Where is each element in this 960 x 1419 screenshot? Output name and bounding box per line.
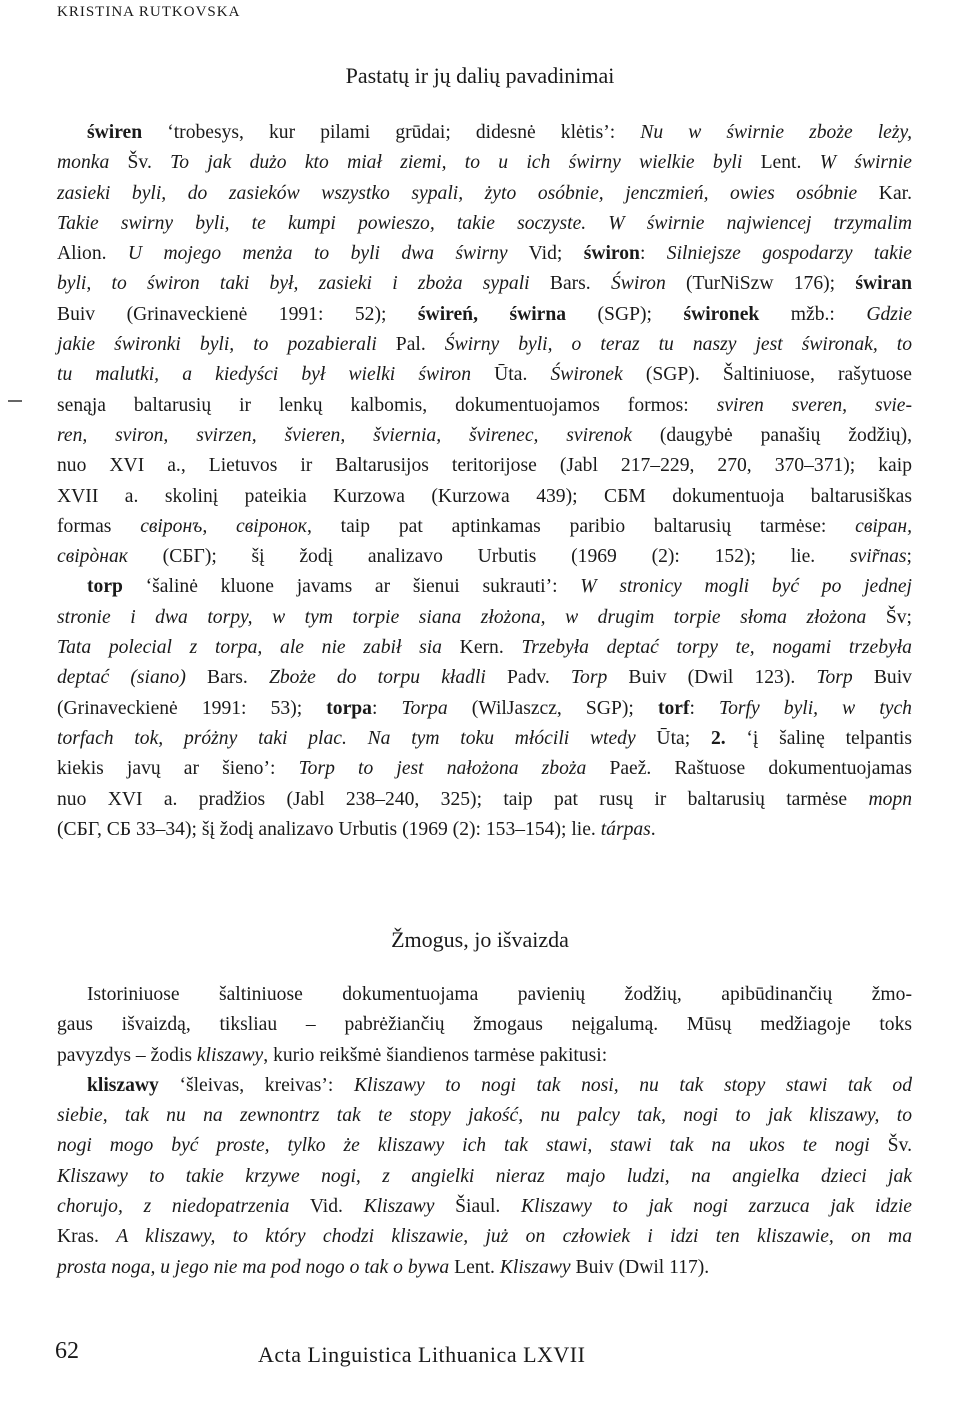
- example-text: Świronek: [550, 364, 623, 386]
- section-title-appearance: Žmogus, jo išvaizda: [391, 927, 569, 952]
- margin-mark: [8, 400, 22, 402]
- text-line: [57, 1162, 912, 1192]
- headword: świran: [855, 273, 912, 295]
- text-run: (SGP). Šaltiniuose, rašytuose: [622, 364, 912, 386]
- example-text: chorujo, z niedopatrzenia: [57, 1196, 290, 1218]
- example-text: Kliszawy to takie krzywe nogi, z angielki nieraz majo ludzi, na angielka dzieci jak: [57, 1165, 912, 1187]
- example-text: siebie, tak nu na zewnontrz tak te stopy jakość, nu palcy tak, nogi to jak kliszawy, to: [57, 1105, 912, 1127]
- text-run: (СБГ, СБ 33–34); šį žodį analizavo Urbutis (1969 (2): 153–154); lie.: [57, 818, 601, 840]
- example-text: W świrnie: [819, 152, 912, 174]
- text-line: [57, 148, 912, 178]
- example-text: A kliszawy, to który chodzi kliszawie, już on człowiek i idzi ten kliszawie, on ma: [116, 1226, 913, 1248]
- text-run: Šiaul.: [434, 1196, 522, 1218]
- text-run: Kern.: [441, 637, 522, 659]
- text-run: kiekis javų ar šieno’:: [57, 758, 299, 780]
- text-line: [57, 785, 912, 815]
- text-run: XVII a. skolinį pateikia Kurzowa (Kurzowa 439); СБМ dokumentuoja baltarusiškas: [57, 485, 912, 507]
- example-text: tárpas: [600, 818, 651, 840]
- text-run: , taip pat aptinkamas paribio baltarusių tarmėse:: [306, 515, 856, 537]
- example-text: торп: [868, 788, 912, 810]
- text-line: [57, 269, 912, 299]
- section-appearance-body: [57, 980, 912, 1283]
- example-text: свірòнак: [57, 546, 128, 568]
- example-text: Takie swirny byli, te kumpi powieszo, takie soczyste. W świrnie najwiencej trzymalim: [57, 212, 912, 234]
- headword: 2.: [710, 727, 726, 749]
- example-text: kliszawy: [196, 1044, 264, 1066]
- text-line: [57, 239, 912, 269]
- headword: torf: [657, 697, 690, 719]
- section-title-buildings: Pastatų ir jų dalių pavadinimai: [345, 63, 615, 88]
- text-line: [57, 1101, 912, 1131]
- example-text: Kliszawy: [499, 1256, 571, 1278]
- text-line: [57, 724, 912, 754]
- text-run: Bars.: [185, 667, 269, 689]
- text-line: [57, 300, 912, 330]
- text-run: Lent.: [449, 1256, 500, 1278]
- example-text: Trzebyła deptać torpy te, nogami trzebyła: [521, 637, 912, 659]
- text-run: Alion.: [57, 243, 128, 265]
- example-text: Nu w świrnie zboże leży,: [640, 122, 912, 143]
- example-text: deptać (siano): [57, 667, 186, 689]
- headword: torpa: [326, 697, 372, 719]
- text-line: [57, 179, 912, 209]
- text-run: Ūta.: [471, 364, 551, 386]
- text-run: Buiv (Dwil 117).: [570, 1256, 710, 1278]
- example-text: Świrny byli, o teraz tu naszy jest świronak, to: [444, 334, 912, 356]
- text-run: (Grinaveckienė 1991: 53);: [57, 697, 327, 719]
- text-run: ‘trobesys, kur pilami grūdai; didesnė klėtis’:: [142, 122, 641, 143]
- text-line: [57, 663, 912, 693]
- text-line: [57, 1222, 912, 1252]
- text-line: [57, 1253, 912, 1283]
- example-text: Torpa: [401, 697, 448, 719]
- text-line: [57, 572, 912, 602]
- text-run: (SGP);: [566, 303, 684, 325]
- text-run: Paež. Raštuose dokumentuojamas: [586, 758, 912, 780]
- text-run: mžb.:: [759, 303, 867, 325]
- example-text: tu malutki, a kiedyści był wielki świron: [57, 364, 472, 386]
- text-line: [57, 542, 912, 572]
- text-run: ;: [906, 546, 912, 568]
- text-run: Kras.: [57, 1226, 117, 1248]
- text-run: ‘šalinė kluone javams ar šienui sukrauti’:: [122, 576, 581, 598]
- text-line: [57, 391, 912, 421]
- text-run: Šv;: [866, 606, 912, 628]
- text-run: Pal.: [376, 334, 445, 356]
- text-line: [57, 360, 912, 390]
- example-text: monka: [57, 152, 110, 174]
- example-text: Silniejsze gospodarzy takie: [666, 243, 912, 265]
- text-run: Vid;: [507, 243, 584, 265]
- text-line: [57, 209, 912, 239]
- text-run: (СБГ); šį žodį analizavo Urbutis (1969 (2): 152); lie.: [127, 546, 850, 568]
- text-run: Ūta;: [635, 727, 711, 749]
- text-line: [57, 482, 912, 512]
- headword: świron: [583, 243, 640, 265]
- text-line: [57, 330, 912, 360]
- text-line: [57, 603, 912, 633]
- text-run: .: [650, 818, 656, 840]
- headword: świren: [87, 122, 143, 143]
- example-text: sviren sveren, svie-: [716, 394, 912, 416]
- example-text: Zboże do torpu kładli: [268, 667, 486, 689]
- text-run: (daugybė panašių žodžių),: [631, 424, 912, 446]
- example-text: U mojego menża to byli dwa świrny: [127, 243, 508, 265]
- text-line: [57, 754, 912, 784]
- text-run: , kurio reikšmė šiandienos tarmėse pakitusi:: [263, 1044, 608, 1066]
- example-text: byli, to świron taki był, zasieki i zboża sypali: [57, 273, 530, 295]
- example-text: W stronicy mogli być po jednej: [580, 576, 912, 598]
- headword: świreń, świrna: [417, 303, 567, 325]
- text-run: :: [639, 243, 667, 265]
- example-text: ren, sviron, svirzen, švieren, šviernia, švirenec, svirenok: [57, 424, 632, 446]
- text-line: [57, 633, 912, 663]
- text-run: Padv.: [485, 667, 571, 689]
- text-run: Šv.: [869, 1135, 913, 1157]
- example-text: svir̃nas: [849, 546, 907, 568]
- text-line: [57, 512, 912, 542]
- text-run: Lent.: [742, 152, 820, 174]
- text-run: nuo XVI a. pradžios (Jabl 238–240, 325); taip pat rusų ir baltarusių tarmėse: [57, 788, 869, 810]
- example-text: jakie świronki byli, to pozabierali: [57, 334, 377, 356]
- text-run: formas: [57, 515, 141, 537]
- text-line: [57, 1192, 912, 1222]
- example-text: Torp to jest nałożona zboża: [298, 758, 587, 780]
- text-run: :: [689, 697, 720, 719]
- section-buildings-body: [57, 118, 912, 845]
- example-text: stronie i dwa torpy, w tym torpie siana złożona, w drugim torpie słoma złożona: [57, 606, 867, 628]
- text-run: ‘šleivas, kreivas’:: [158, 1074, 354, 1096]
- text-line: [57, 1131, 912, 1161]
- text-run: Bars.: [529, 273, 611, 295]
- text-run: Istoriniuose šaltiniuose dokumentuojama pavienių žodžių, apibūdinančių žmo-: [87, 984, 912, 1005]
- text-run: Kar.: [857, 182, 912, 204]
- text-line: [57, 1041, 912, 1071]
- journal-title: Acta Linguistica Lithuanica LXVII: [258, 1342, 586, 1367]
- example-text: prosta noga, u jego nie ma pod nogo o tak o bywa: [57, 1256, 450, 1278]
- headword: świronek: [683, 303, 760, 325]
- text-run: (TurNiSzw 176);: [665, 273, 856, 295]
- text-line: [57, 1071, 912, 1101]
- text-run: Buiv: [852, 667, 912, 689]
- example-text: свіран,: [855, 515, 912, 537]
- example-text: свіронъ, свіронок: [140, 515, 307, 537]
- text-run: Buiv (Grinaveckienė 1991: 52);: [57, 303, 418, 325]
- example-text: zasieki byli, do zasieków wszystko sypali, żyto osóbnie, jenczmień, owies osóbnie: [57, 182, 858, 204]
- headword: kliszawy: [87, 1074, 159, 1096]
- example-text: Świron: [610, 273, 666, 295]
- example-text: Gdzie: [866, 303, 913, 325]
- example-text: To jak dużo kto miał ziemi, to u ich świrny wielkie byli: [170, 152, 743, 174]
- text-line: [57, 118, 912, 148]
- text-line: [57, 980, 912, 1010]
- example-text: Kliszawy to jak nogi zarzuca jak idzie: [521, 1196, 913, 1218]
- running-header: KRISTINA RUTKOVSKA: [57, 4, 241, 20]
- text-line: [57, 815, 912, 845]
- example-text: nogi mogo być proste, tylko że kliszawy ich tak stawi, stawi tak na ukos te nogi: [57, 1135, 870, 1157]
- text-run: Šv.: [109, 152, 171, 174]
- text-run: senąja baltarusių ir lenkų kalbomis, dokumentuojamos formos:: [57, 394, 717, 416]
- text-run: gaus išvaizdą, tiksliau – pabrėžiančių žmogaus neįgalumą. Mūsų medžiagoje toks: [57, 1014, 912, 1036]
- headword: torp: [87, 576, 123, 598]
- text-line: [57, 1010, 912, 1040]
- example-text: Kliszawy to nogi tak nosi, nu tak stopy stawi tak od: [353, 1074, 912, 1096]
- page-number: 62: [55, 1338, 79, 1364]
- example-text: Torfy byli, w tych: [719, 697, 912, 719]
- text-run: Buiv (Dwil 123).: [607, 667, 817, 689]
- text-line: [57, 694, 912, 724]
- text-run: (WilJaszcz, SGP);: [447, 697, 658, 719]
- text-run: Vid.: [289, 1196, 364, 1218]
- example-text: Torp: [816, 667, 853, 689]
- text-line: [57, 421, 912, 451]
- example-text: Torp: [570, 667, 608, 689]
- text-run: pavyzdys – žodis: [57, 1044, 197, 1066]
- text-run: nuo XVI a., Lietuvos ir Baltarusijos teritorijose (Jabl 217–229, 270, 370–371); kaip: [57, 455, 912, 477]
- text-run: ‘į šalinę telpantis: [725, 727, 912, 749]
- example-text: Tata polecial z torpa, ale nie zabił sia: [57, 637, 442, 659]
- text-run: :: [371, 697, 402, 719]
- text-line: [57, 451, 912, 481]
- example-text: Kliszawy: [363, 1196, 435, 1218]
- example-text: torfach tok, próżny taki plac. Na tym toku młócili wtedy: [57, 727, 636, 749]
